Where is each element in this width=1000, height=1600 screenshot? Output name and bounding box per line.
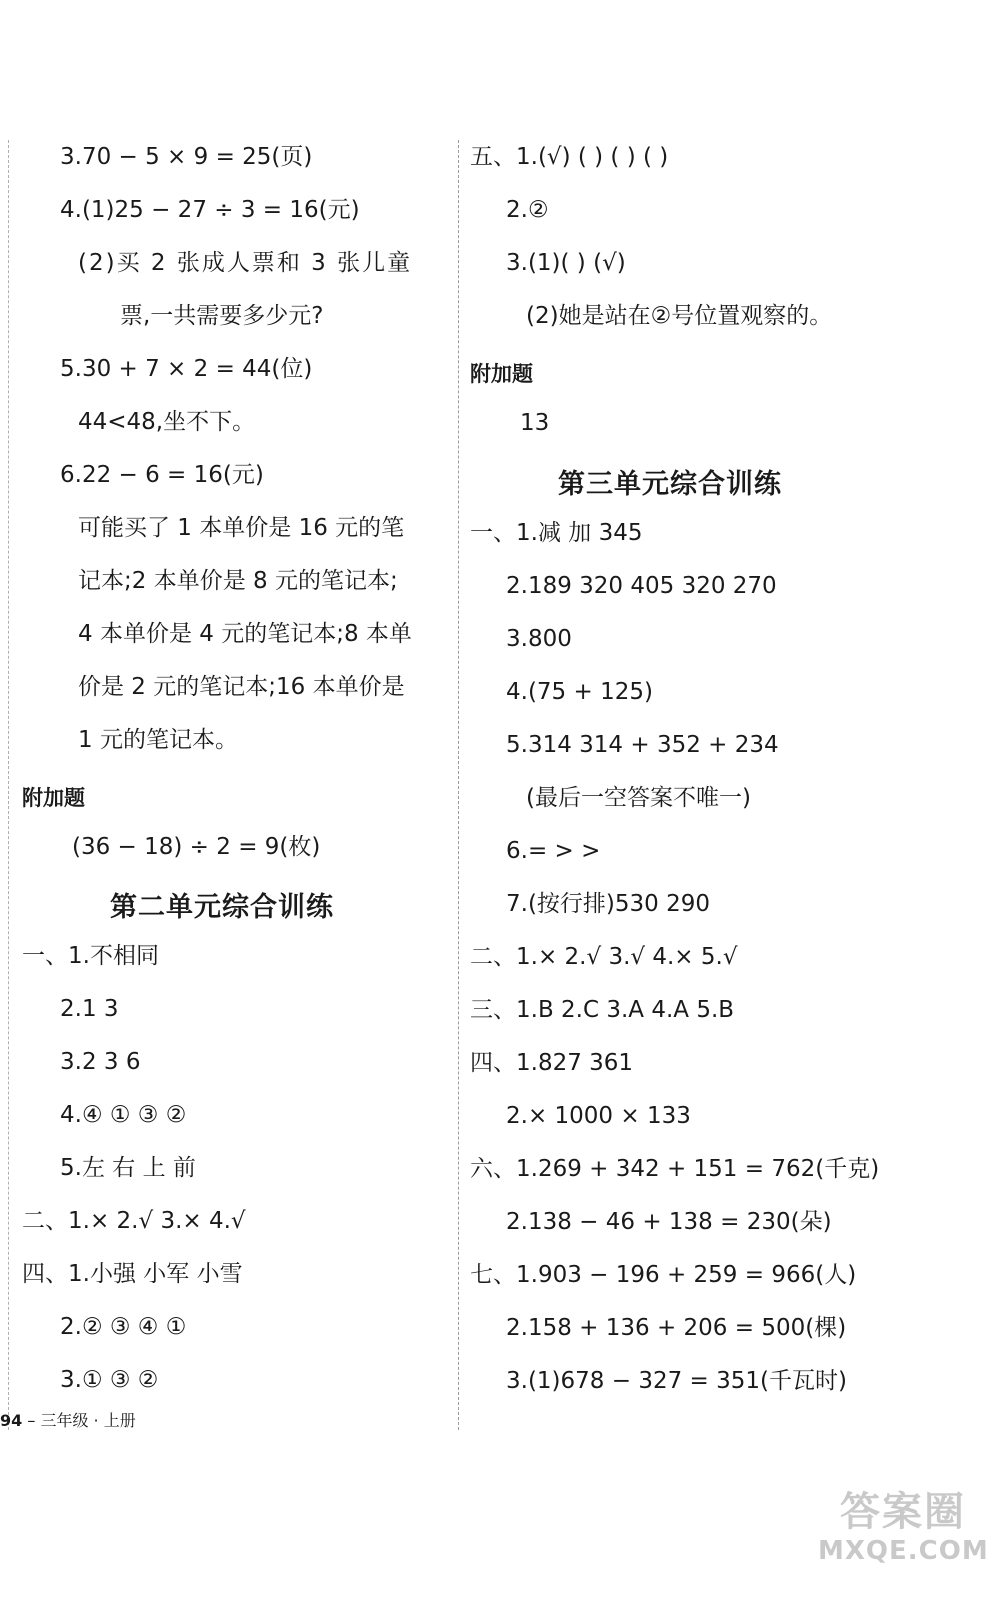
answer-line: 票,一共需要多少元? [120, 303, 324, 329]
answer-line: 2.1 3 [60, 996, 119, 1022]
unit-title: 第二单元综合训练 [110, 892, 334, 923]
answer-line: 7.(按行排)530 290 [506, 891, 711, 917]
answer-line: 3.800 [506, 626, 572, 652]
answer-line: 3.① ③ ② [60, 1367, 159, 1393]
answer-line: 2.189 320 405 320 270 [506, 573, 777, 599]
answer-line: (2)买 2 张成人票和 3 张儿童 [78, 250, 413, 276]
watermark-logo-text: 答案圈 [840, 1489, 966, 1535]
answer-line: 可能买了 1 本单价是 16 元的笔 [78, 515, 405, 541]
answer-line: 3.(1)678 − 327 = 351(千瓦时) [506, 1368, 847, 1394]
extra-question-heading: 附加题 [470, 362, 533, 386]
answer-line: 13 [520, 410, 550, 436]
answer-line: 3.2 3 6 [60, 1049, 141, 1075]
answer-line: 6.22 − 6 = 16(元) [60, 462, 264, 488]
answer-line: 2.② [506, 197, 549, 223]
answer-line: 6.= > > [506, 838, 601, 864]
answer-line: 4.(1)25 − 27 ÷ 3 = 16(元) [60, 197, 360, 223]
column-divider [458, 140, 459, 1430]
answer-line: 5.30 + 7 × 2 = 44(位) [60, 356, 313, 382]
answer-line: 3.(1)( ) (√) [506, 250, 626, 276]
answer-line: 七、1.903 − 196 + 259 = 966(人) [470, 1262, 857, 1288]
answer-line: (36 − 18) ÷ 2 = 9(枚) [72, 834, 321, 860]
answer-line: 3.70 − 5 × 9 = 25(页) [60, 144, 313, 170]
answer-line: 2.× 1000 × 133 [506, 1103, 691, 1129]
answer-line: (最后一空答案不唯一) [526, 785, 751, 811]
answer-line: (2)她是站在②号位置观察的。 [526, 303, 833, 329]
left-column [0, 0, 455, 1440]
answer-line: 4.④ ① ③ ② [60, 1102, 187, 1128]
unit-title: 第三单元综合训练 [558, 469, 782, 500]
page-footer [0, 1408, 136, 1431]
answer-line: 四、1.小强 小军 小雪 [22, 1261, 243, 1287]
answer-line: 六、1.269 + 342 + 151 = 762(千克) [470, 1156, 880, 1182]
answer-line: 1 元的笔记本。 [78, 727, 238, 753]
answer-line: 4 本单价是 4 元的笔记本;8 本单 [78, 621, 412, 647]
answer-line: 2.② ③ ④ ① [60, 1314, 187, 1340]
answer-line: 4.(75 + 125) [506, 679, 653, 705]
grade-label: 三年级 · 上册 [40, 1411, 136, 1430]
answer-line: 一、1.减 加 345 [470, 520, 643, 546]
answer-line: 四、1.827 361 [470, 1050, 634, 1076]
answer-line: 5.314 314 + 352 + 234 [506, 732, 779, 758]
footer-dash: – [27, 1411, 36, 1430]
extra-question-heading: 附加题 [22, 786, 85, 810]
answer-line: 5.左 右 上 前 [60, 1155, 196, 1181]
site-watermark [818, 1488, 988, 1578]
answer-line: 五、1.(√) ( ) ( ) ( ) [470, 144, 669, 170]
answer-line: 记本;2 本单价是 8 元的笔记本; [78, 568, 398, 594]
answer-line: 价是 2 元的笔记本;16 本单价是 [78, 674, 405, 700]
answer-line: 二、1.× 2.√ 3.√ 4.× 5.√ [470, 944, 738, 970]
answer-line: 2.158 + 136 + 206 = 500(棵) [506, 1315, 847, 1341]
watermark-domain: MXQE.COM [818, 1536, 989, 1566]
page-number: 94 [0, 1411, 23, 1430]
right-column [468, 0, 1000, 1440]
answer-line: 44<48,坐不下。 [78, 409, 256, 435]
answer-line: 一、1.不相同 [22, 943, 159, 969]
answer-line: 二、1.× 2.√ 3.× 4.√ [22, 1208, 246, 1234]
answer-line: 2.138 − 46 + 138 = 230(朵) [506, 1209, 832, 1235]
answer-line: 三、1.B 2.C 3.A 4.A 5.B [470, 997, 735, 1023]
